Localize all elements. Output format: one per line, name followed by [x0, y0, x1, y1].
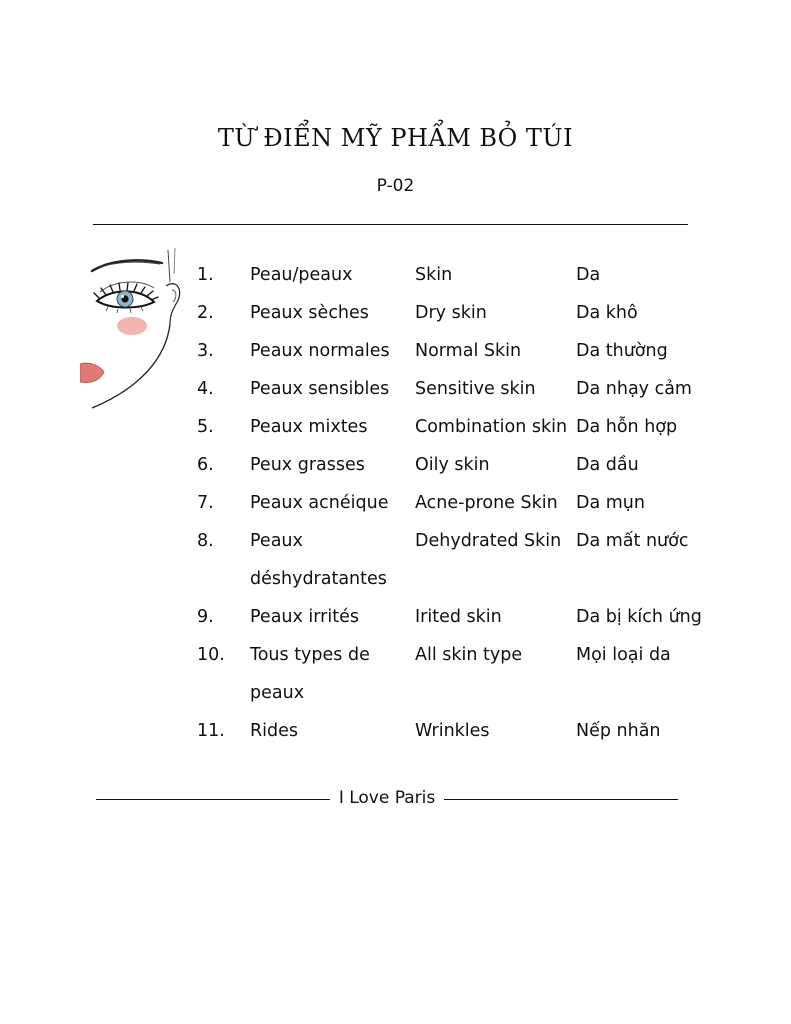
entry-french: Peaux sensibles	[250, 379, 390, 399]
table-row	[197, 598, 702, 636]
entry-vietnamese: Da bị kích ứng	[576, 607, 702, 627]
entry-number: 7.	[197, 493, 214, 513]
entry-english: All skin type	[415, 645, 523, 665]
entry-vietnamese: Da	[576, 265, 601, 285]
table-row	[197, 636, 702, 712]
footer-text: I Love Paris	[338, 788, 436, 808]
page-title: TỪ ĐIỂN MỸ PHẨM BỎ TÚI	[217, 124, 574, 152]
entry-english: Acne-prone Skin	[415, 493, 558, 513]
entry-number: 10.	[197, 645, 225, 665]
entry-number: 6.	[197, 455, 214, 475]
entry-vietnamese: Da mất nước	[576, 531, 689, 551]
entry-number: 8.	[197, 531, 214, 551]
entry-french-line-2: peaux	[250, 683, 305, 703]
entry-number: 5.	[197, 417, 214, 437]
footer-divider-right	[444, 799, 678, 800]
entry-english: Oily skin	[415, 455, 490, 475]
entry-french-line-1: Peaux	[250, 531, 303, 551]
table-row	[197, 484, 702, 522]
entry-number: 11.	[197, 721, 225, 741]
table-row	[197, 446, 702, 484]
entry-english: Sensitive skin	[415, 379, 536, 399]
entry-vietnamese: Da nhạy cảm	[576, 379, 692, 399]
table-row	[197, 294, 702, 332]
face-sketch-icon	[80, 248, 190, 438]
entry-english: Skin	[415, 265, 453, 285]
footer	[96, 788, 678, 808]
entry-vietnamese: Da hỗn hợp	[576, 417, 678, 437]
entry-french-line-1: Tous types de	[250, 645, 370, 665]
page-code: P-02	[376, 176, 415, 196]
entry-number: 2.	[197, 303, 214, 323]
entry-vietnamese: Da dầu	[576, 455, 639, 475]
entry-french: Peaux irrités	[250, 607, 359, 627]
entry-vietnamese: Da mụn	[576, 493, 645, 513]
entry-english: Combination skin	[415, 417, 568, 437]
entry-vietnamese: Da khô	[576, 303, 638, 323]
entry-number: 3.	[197, 341, 214, 361]
entry-english: Dehydrated Skin	[415, 531, 562, 551]
table-row	[197, 408, 702, 446]
header-divider	[93, 224, 688, 225]
entry-vietnamese: Mọi loại da	[576, 645, 671, 665]
entry-french	[250, 636, 415, 712]
entry-english: Wrinkles	[415, 721, 490, 741]
table-row	[197, 370, 702, 408]
entry-vietnamese: Nếp nhăn	[576, 721, 661, 741]
entry-french: Peaux mixtes	[250, 417, 368, 437]
entry-number: 4.	[197, 379, 214, 399]
entry-vietnamese: Da thường	[576, 341, 668, 361]
table-row	[197, 256, 702, 294]
entry-french: Peau/peaux	[250, 265, 353, 285]
entry-french: Rides	[250, 721, 299, 741]
entry-french: Peaux sèches	[250, 303, 369, 323]
entry-french: Peaux normales	[250, 341, 390, 361]
entry-english: Irited skin	[415, 607, 502, 627]
footer-divider-left	[96, 799, 330, 800]
entry-french	[250, 522, 415, 598]
entry-english: Normal Skin	[415, 341, 522, 361]
table-row	[197, 332, 702, 370]
entry-french: Peux grasses	[250, 455, 365, 475]
table-row	[197, 712, 702, 750]
entry-number: 1.	[197, 265, 214, 285]
dictionary-table	[197, 256, 702, 750]
entry-french: Peaux acnéique	[250, 493, 389, 513]
entry-number: 9.	[197, 607, 214, 627]
entry-french-line-2: déshydratantes	[250, 569, 387, 589]
table-row	[197, 522, 702, 598]
entry-english: Dry skin	[415, 303, 487, 323]
